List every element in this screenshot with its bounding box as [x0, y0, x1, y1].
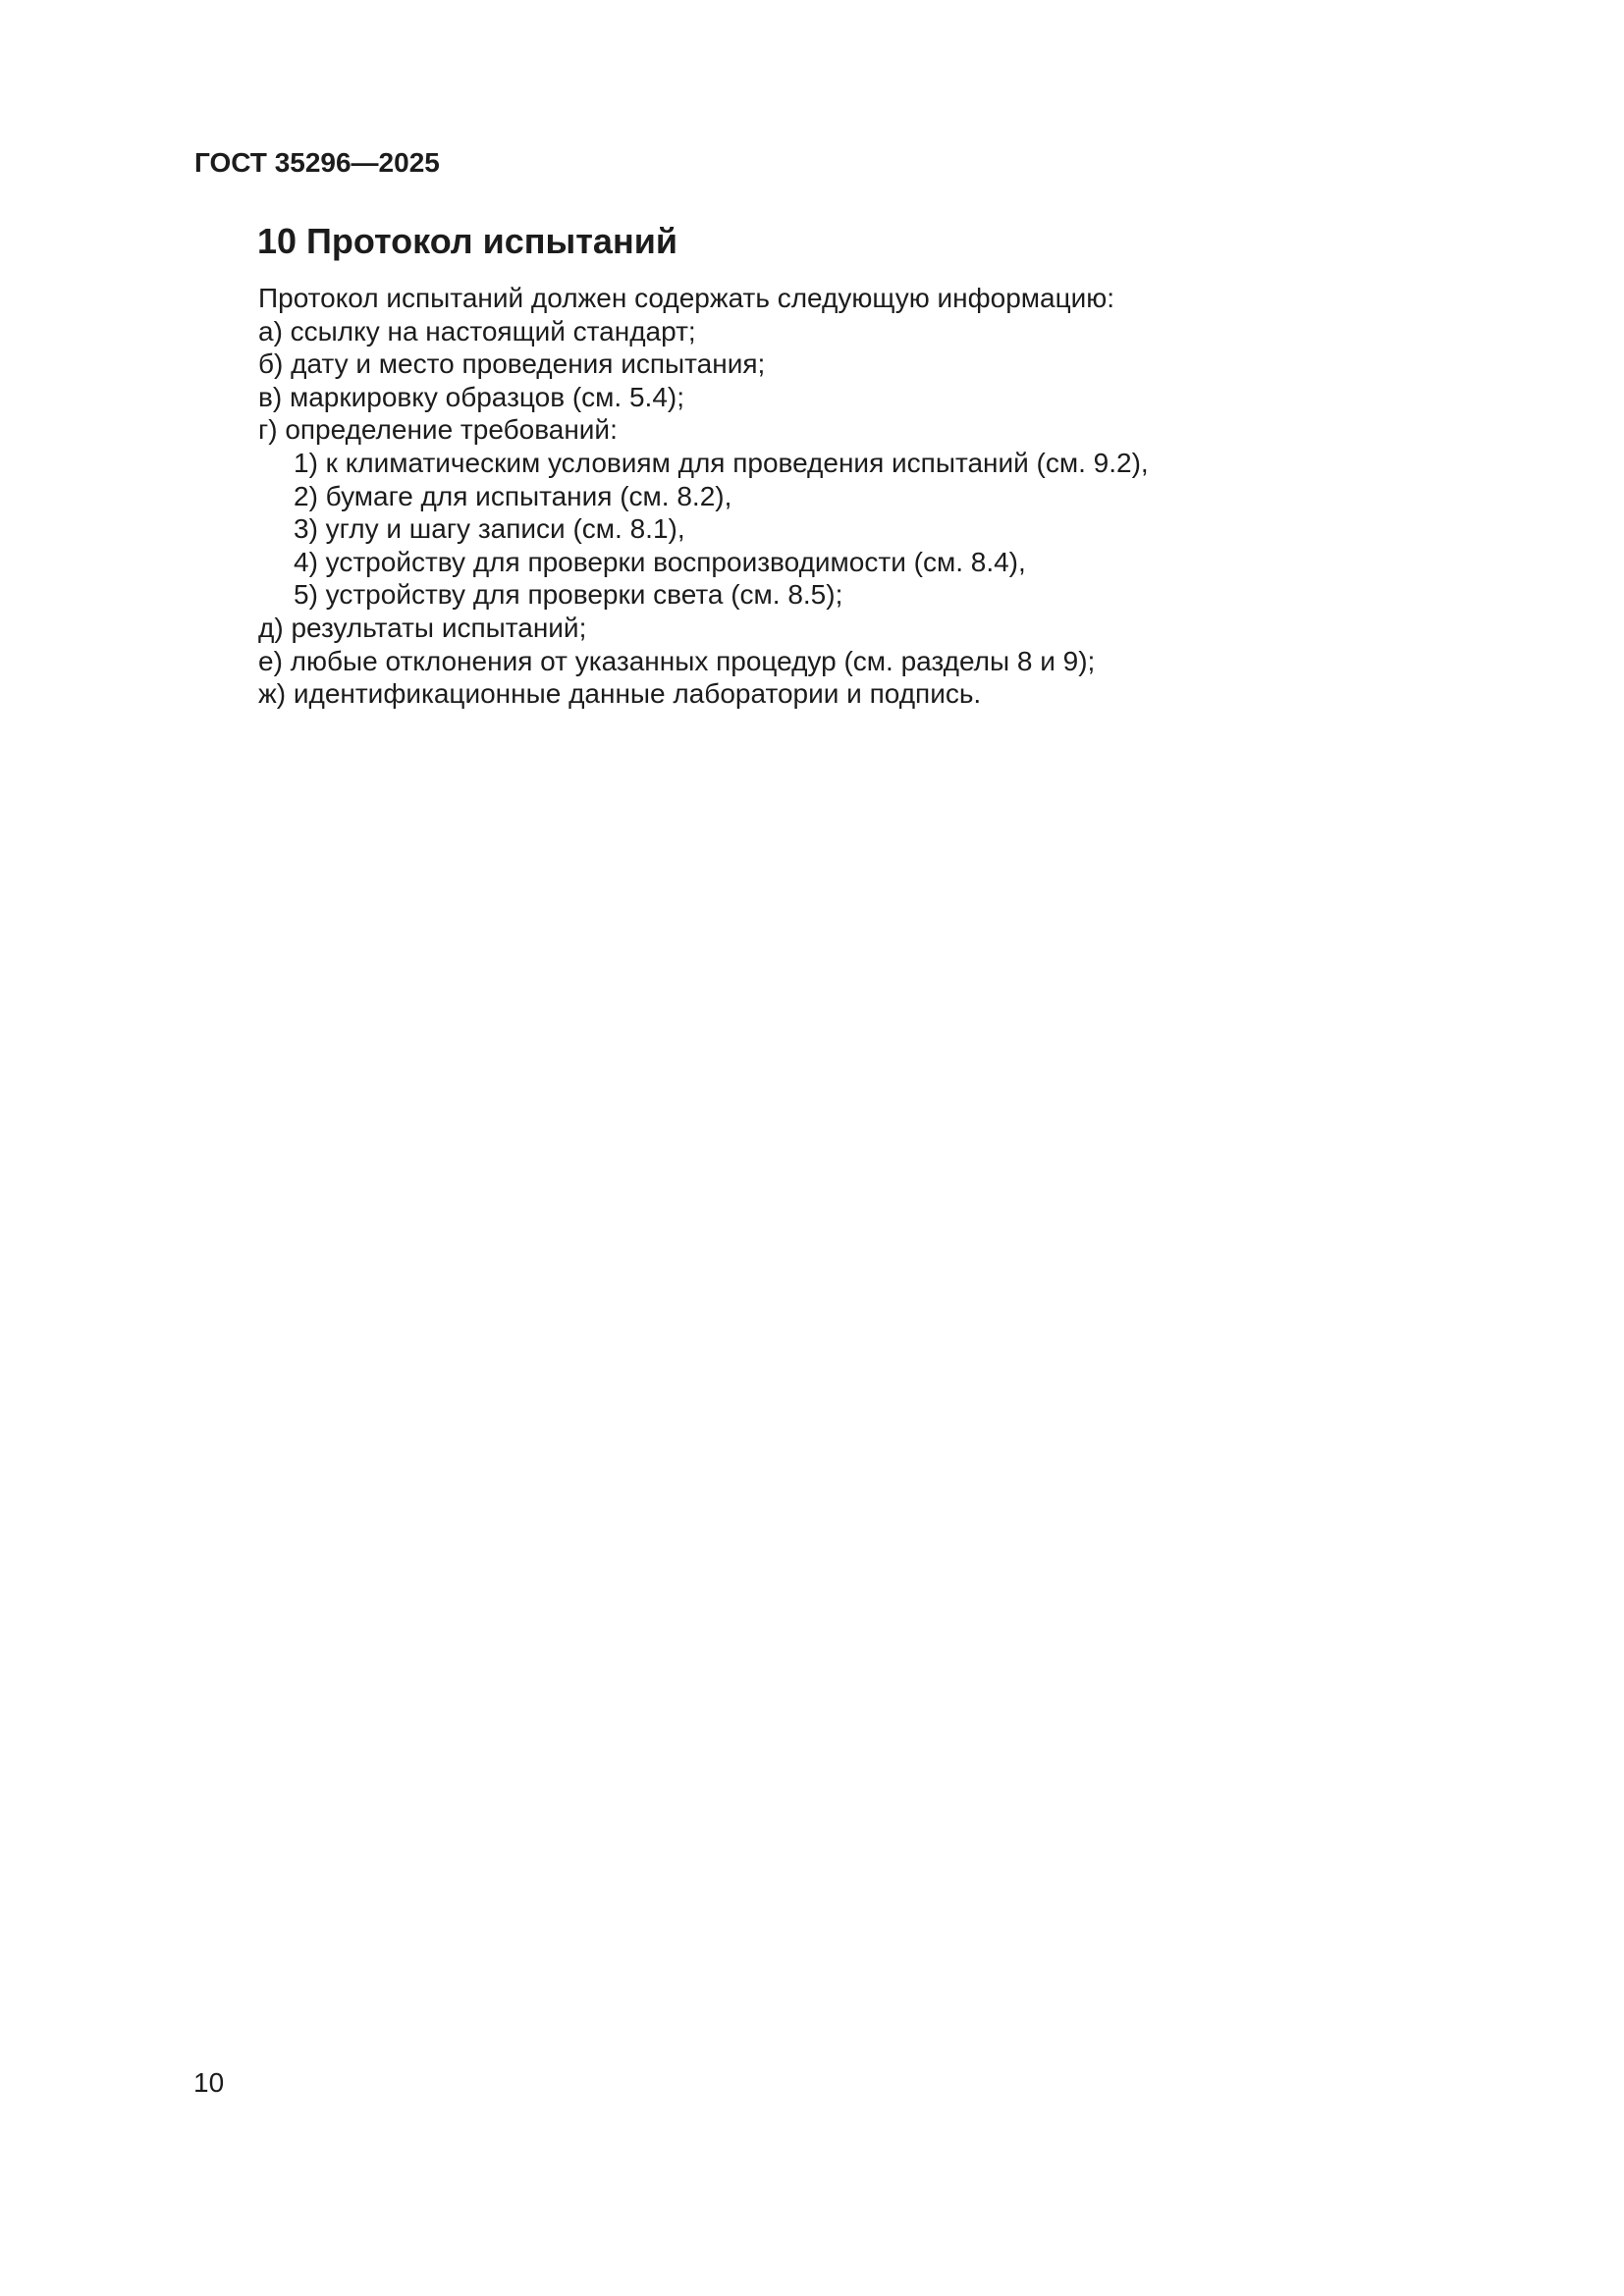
- list-item-e: е) любые отклонения от указанных процедур (см. разделы 8 и 9);: [258, 645, 1096, 676]
- list-item-b: б) дату и место проведения испытания;: [258, 348, 766, 380]
- sub-item-5: 5) устройству для проверки света (см. 8.5);: [294, 579, 843, 611]
- section-body: [258, 282, 1427, 711]
- section-heading: 10 Протокол испытаний: [257, 221, 677, 261]
- sub-item-3: 3) углу и шагу записи (см. 8.1),: [294, 513, 685, 545]
- list-item-v: в) маркировку образцов (см. 5.4);: [258, 381, 685, 412]
- intro-paragraph: Протокол испытаний должен содержать следующую информацию:: [258, 283, 1115, 313]
- list-item-d: д) результаты испытаний;: [258, 612, 587, 643]
- running-header-standard-number: ГОСТ 35296—2025: [194, 147, 440, 178]
- list-item-a: а) ссылку на настоящий стандарт;: [258, 315, 696, 347]
- list-item-zh: ж) идентификационные данные лаборатории и подпись.: [258, 678, 982, 710]
- list-item-g: г) определение требований:: [258, 414, 618, 446]
- sub-item-2: 2) бумаге для испытания (см. 8.2),: [294, 480, 732, 511]
- sub-item-1: 1) к климатическим условиям для проведения испытаний (см. 9.2),: [294, 447, 1149, 478]
- sub-item-4: 4) устройству для проверки воспроизводимости (см. 8.4),: [294, 546, 1026, 577]
- page-number: 10: [193, 2067, 225, 2098]
